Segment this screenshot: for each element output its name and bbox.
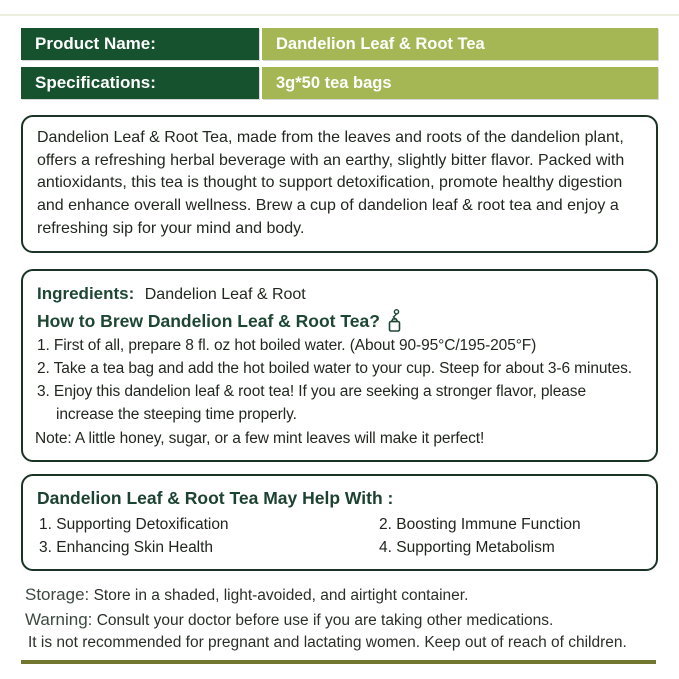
- brew-box: [21, 269, 658, 463]
- storage-label: Storage:: [25, 585, 90, 605]
- brew-heading-text: How to Brew Dandelion Leaf & Root Tea?: [37, 310, 380, 331]
- benefits-box: [21, 474, 658, 571]
- storage-warning-section: [21, 584, 658, 653]
- benefit-item-3: 3. Enhancing Skin Health: [39, 539, 214, 557]
- brew-step-3: 3. Enjoy this dandelion leaf & root tea! If you are seeking a stronger flavor, please increase the steeping time properly.: [37, 383, 586, 423]
- specifications-label: Specifications:: [21, 67, 259, 99]
- brew-note: Note: A little honey, sugar, or a few mint leaves will make it perfect!: [35, 430, 485, 448]
- benefit-item-1: 1. Supporting Detoxification: [39, 515, 229, 533]
- warning-line-2: It is not recommended for pregnant and lactating women. Keep out of reach of children.: [28, 634, 627, 651]
- tea-bag-icon: [387, 309, 402, 333]
- ingredients-value: Dandelion Leaf & Root: [144, 285, 306, 303]
- ingredients-label: Ingredients:: [37, 283, 135, 303]
- ingredients-line: [37, 281, 642, 307]
- top-divider-line: [0, 14, 679, 16]
- specifications-value: 3g*50 tea bags: [262, 67, 658, 99]
- benefits-list: [39, 514, 642, 559]
- storage-line: [25, 584, 658, 606]
- benefit-item-2: 2. Boosting Immune Function: [379, 515, 581, 533]
- brew-step-1: 1. First of all, prepare 8 fl. oz hot boiled water. (About 90-95°C/195-205°F): [37, 336, 537, 354]
- brew-step-2: 2. Take a tea bag and add the hot boiled water to your cup. Steep for about 3-6 minutes.: [37, 360, 632, 378]
- warning-text: Consult your doctor before use if you are taking other medications.: [96, 611, 554, 629]
- bottom-divider-line: [21, 660, 656, 664]
- product-name-row: [21, 28, 658, 60]
- brew-heading: [37, 308, 642, 334]
- product-info-card: [21, 28, 658, 664]
- description-text: Dandelion Leaf & Root Tea, made from the leaves and roots of the dandelion plant, offers a refreshing herbal beverage with an earthy, slightly bitter flavor. Packed with antioxidants, this tea is thought to support detoxification, promote healthy digestion and enhance overall wellness. Brew a cup of dandelion leaf & root tea and enjoy a refreshing sip for your mind and body.: [37, 129, 625, 237]
- product-name-value: Dandelion Leaf & Root Tea: [262, 28, 658, 60]
- product-name-label: Product Name:: [21, 28, 259, 60]
- benefits-heading: Dandelion Leaf & Root Tea May Help With :: [37, 488, 394, 509]
- specifications-row: [21, 67, 658, 99]
- warning-line: [25, 609, 658, 631]
- benefit-item-4: 4. Supporting Metabolism: [379, 539, 555, 557]
- storage-text: Store in a shaded, light-avoided, and airtight container.: [93, 587, 469, 605]
- description-box: [21, 115, 658, 253]
- warning-label: Warning:: [25, 609, 93, 629]
